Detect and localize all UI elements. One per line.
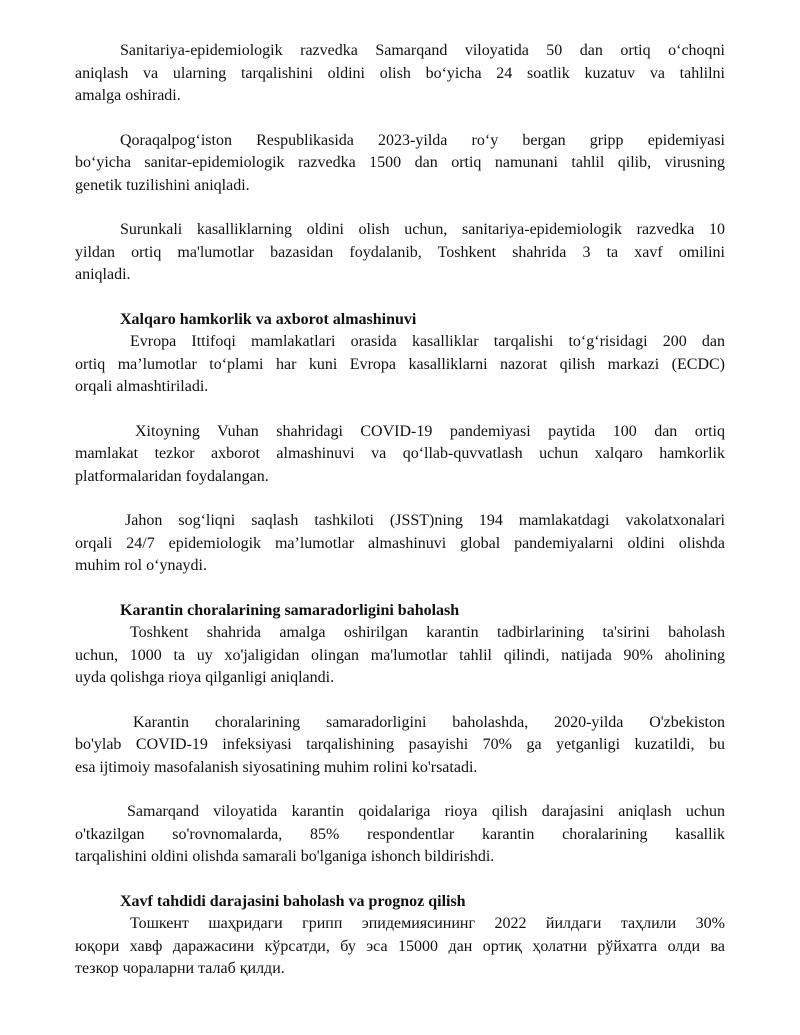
text-line: platformalaridan foydalangan. xyxy=(75,467,269,485)
text-line: Toshkent shahrida amalga oshirilgan karantin tadbirlarining ta'sirini baholash xyxy=(130,624,725,641)
text-line: genetik tuzilishini aniqladi. xyxy=(75,176,250,194)
text-line: esa ijtimoiy masofalanish siyosatining muhim rolini ko'rsatadi. xyxy=(75,758,478,776)
section-heading: Xalqaro hamkorlik va axborot almashinuvi xyxy=(120,310,417,328)
document-page xyxy=(75,40,725,981)
text-line: orqali 24/7 epidemiologik maʼlumotlar almashinuvi global pandemiyalarni oldini olishda xyxy=(75,534,725,552)
text-line: amalga oshiradi. xyxy=(75,87,181,104)
paragraph xyxy=(75,421,725,489)
paragraph xyxy=(75,622,725,690)
text-line: uyda qolishga rioya qilganligi aniqlandi. xyxy=(75,669,335,686)
text-line: o'tkazilgan so'rovnomalarda, 85% respondentlar karantin choralarining kasallik xyxy=(75,825,725,843)
text-line: mamlakat tezkor axborot almashinuvi va qoʻllab-quvvatlash uchun xalqaro hamkorlik xyxy=(75,445,725,462)
text-line: orqali almashtiriladi. xyxy=(75,378,209,395)
text-line: Surunkali kasalliklarning oldini olish uchun, sanitariya-epidemiologik razvedka 10 xyxy=(120,221,725,238)
text-line: Evropa Ittifoqi mamlakatlari orasida kasalliklar tarqalishi toʻgʻrisidagi 200 dan xyxy=(130,333,725,350)
text-line: aniqladi. xyxy=(75,266,131,283)
paragraph xyxy=(75,331,725,399)
text-line: Samarqand viloyatida karantin qoidalariga rioya qilish darajasini aniqlash uchun xyxy=(127,803,725,820)
text-line: uchun, 1000 ta uy xo'jaligidan olingan ma'lumotlar tahlil qilindi, natijada 90% aholining xyxy=(75,646,725,664)
paragraph xyxy=(75,130,725,198)
text-line: yildan ortiq ma'lumotlar bazasidan foydalanib, Toshkent shahrida 3 ta xavf omilini xyxy=(75,243,725,261)
text-line: bo'ylab COVID-19 infeksiyasi tarqalishining pasayishi 70% ga yetganligi kuzatildi, bu xyxy=(75,736,725,753)
paragraph xyxy=(75,219,725,287)
text-line: Qoraqalpogʻiston Respublikasida 2023-yilda roʻy bergan gripp epidemiyasi xyxy=(120,131,725,149)
paragraph xyxy=(75,40,725,108)
text-line: tarqalishini oldini olishda samarali bo'lganiga ishonch bildirishdi. xyxy=(75,848,495,865)
section-heading: Karantin choralarining samaradorligini baholash xyxy=(120,601,460,619)
paragraph xyxy=(75,510,725,578)
text-line: ortiq maʼlumotlar toʻplami har kuni Evropa kasalliklarni nazorat qilish markazi (ECDC) xyxy=(75,355,725,373)
text-line: тезкор чораларни талаб қилди. xyxy=(75,960,285,977)
text-line: Sanitariya-epidemiologik razvedka Samarqand viloyatida 50 dan ortiq oʻchoqni xyxy=(120,42,725,59)
text-line: Karantin choralarining samaradorligini baholashda, 2020-yilda O'zbekiston xyxy=(133,713,725,731)
text-line: Тошкент шаҳридаги грипп эпидемиясининг 2022 йилдаги таҳлили 30% xyxy=(130,915,725,932)
paragraph xyxy=(75,801,725,869)
text-line: boʻyicha sanitar-epidemiologik razvedka 1500 dan ortiq namunani tahlil qilib, virusning xyxy=(75,154,725,171)
text-line: юқори хавф даражасини кўрсатди, бу эса 15000 дан ортиқ ҳолатни рўйхатга олди ва xyxy=(75,937,725,955)
text-line: Jahon sogʻliqni saqlash tashkiloti (JSST)ning 194 mamlakatdagi vakolatxonalari xyxy=(125,512,725,529)
paragraph xyxy=(75,712,725,780)
text-line: muhim rol oʻynaydi. xyxy=(75,557,207,574)
text-line: Xitoyning Vuhan shahridagi COVID-19 pandemiyasi paytida 100 dan ortiq xyxy=(135,422,725,440)
section-heading: Xavf tahdidi darajasini baholash va prognoz qilish xyxy=(120,892,466,910)
paragraph xyxy=(75,913,725,981)
text-line: aniqlash va ularning tarqalishini oldini olish boʻyicha 24 soatlik kuzatuv va tahlilni xyxy=(75,64,725,82)
